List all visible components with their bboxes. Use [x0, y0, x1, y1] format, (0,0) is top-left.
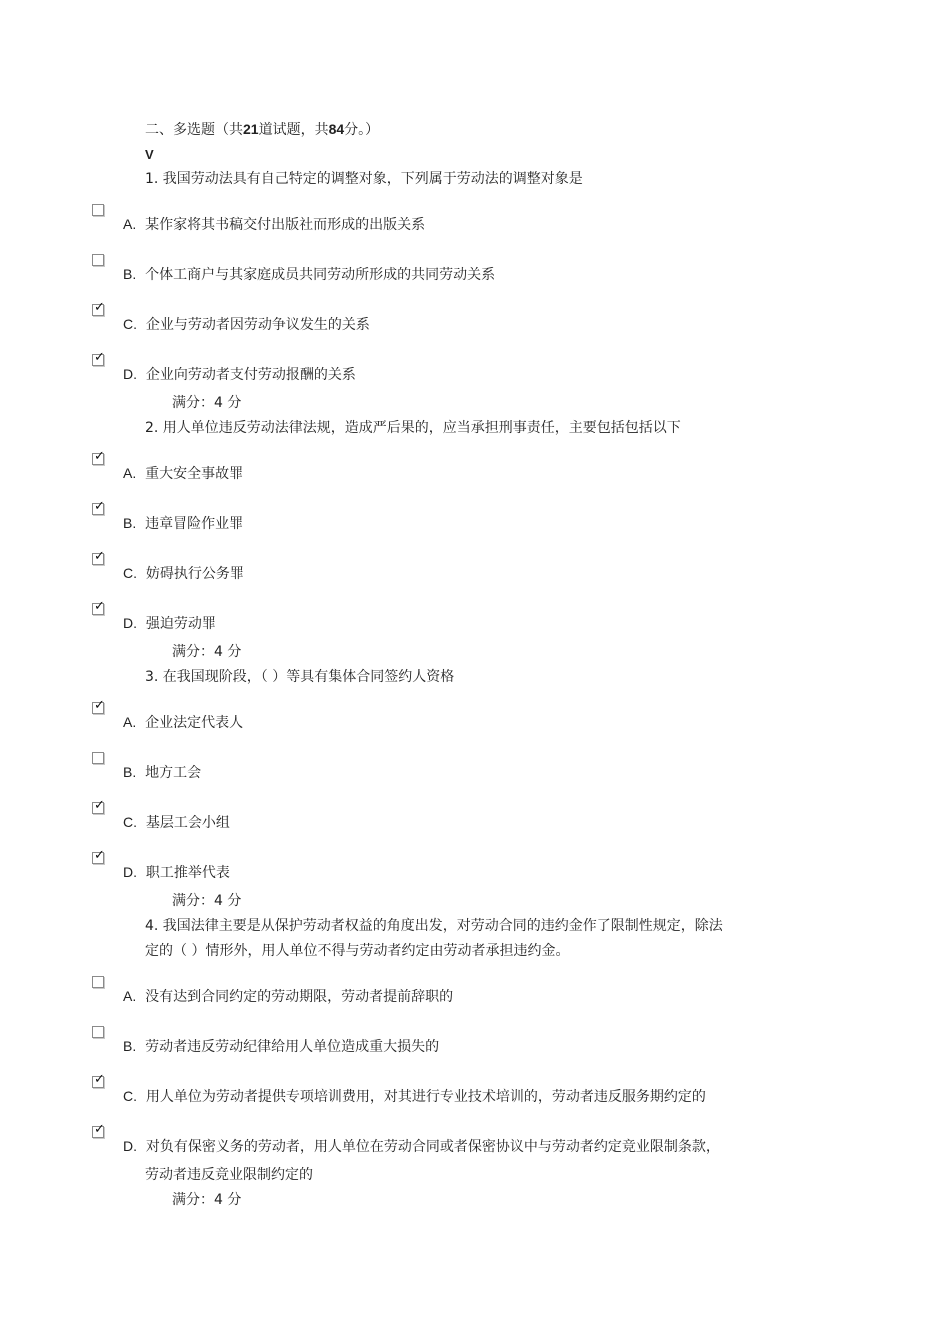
option-row[interactable] [123, 713, 243, 732]
option-text: 劳动者违反劳动纪律给用人单位造成重大损失的 [145, 1039, 440, 1055]
option-checkbox[interactable] [92, 1072, 105, 1088]
section-title-middle: 道试题，共 [258, 122, 329, 138]
option-checkbox[interactable] [92, 350, 105, 366]
score-label: 满分：4 分 [172, 644, 242, 660]
option-letter: A. [123, 216, 137, 232]
option-checkbox[interactable] [92, 698, 105, 714]
option-text: 强迫劳动罪 [145, 616, 216, 632]
option-checkbox[interactable] [92, 449, 105, 465]
option-checkbox[interactable] [92, 752, 104, 764]
score-label: 满分：4 分 [172, 893, 242, 909]
option-letter: C. [123, 1088, 137, 1104]
option-text: 企业法定代表人 [145, 715, 244, 731]
option-text: 违章冒险作业罪 [145, 516, 244, 532]
option-row[interactable] [123, 365, 356, 384]
option-row[interactable] [123, 614, 216, 633]
option-letter: B. [123, 1038, 137, 1054]
option-text: 企业与劳动者因劳动争议发生的关系 [145, 317, 370, 333]
option-row[interactable] [123, 763, 201, 782]
option-letter: D. [123, 864, 137, 880]
option-row[interactable] [123, 464, 243, 483]
check-icon: ✓ [94, 350, 105, 365]
option-checkbox[interactable] [92, 499, 105, 515]
option-text: 地方工会 [145, 765, 202, 781]
option-row[interactable] [123, 1087, 706, 1106]
question-stem: 3. 在我国现阶段，（ ）等具有集体合同签约人资格 [145, 669, 455, 685]
check-icon: ✓ [94, 549, 105, 564]
option-letter: C. [123, 565, 137, 581]
option-row[interactable] [123, 315, 370, 334]
option-letter: D. [123, 615, 137, 631]
check-icon: ✓ [94, 698, 105, 713]
option-letter: A. [123, 988, 137, 1004]
option-row[interactable] [123, 863, 230, 882]
option-row[interactable] [123, 564, 244, 583]
section-title-suffix: 分。） [344, 122, 380, 138]
check-icon: ✓ [94, 1122, 105, 1137]
option-letter: B. [123, 515, 137, 531]
option-row[interactable] [123, 1037, 439, 1056]
option-letter: A. [123, 465, 137, 481]
option-text: 用人单位为劳动者提供专项培训费用，对其进行专业技术培训的，劳动者违反服务期约定的 [145, 1089, 706, 1105]
option-text: 重大安全事故罪 [145, 466, 244, 482]
option-row[interactable] [123, 987, 453, 1006]
option-text: 没有达到合同约定的劳动期限，劳动者提前辞职的 [145, 989, 454, 1005]
option-row[interactable] [123, 813, 230, 832]
option-letter: C. [123, 316, 137, 332]
score-label: 满分：4 分 [172, 395, 242, 411]
section-title [145, 120, 379, 139]
option-text-continued: 劳动者违反竞业限制约定的 [145, 1167, 313, 1183]
check-icon: ✓ [94, 300, 105, 315]
option-checkbox[interactable] [92, 798, 105, 814]
option-checkbox[interactable] [92, 848, 105, 864]
option-text: 基层工会小组 [145, 815, 230, 831]
score-label: 满分：4 分 [172, 1192, 242, 1208]
question-stem: 2. 用人单位违反劳动法律法规，造成严后果的，应当承担刑事责任，主要包括包括以下 [145, 420, 681, 436]
option-text: 职工推举代表 [145, 865, 230, 881]
check-icon: ✓ [94, 599, 105, 614]
question-stem: 1. 我国劳动法具有自己特定的调整对象，下列属于劳动法的调整对象是 [145, 171, 583, 187]
option-checkbox[interactable] [92, 254, 104, 266]
option-checkbox[interactable] [92, 1122, 105, 1138]
option-checkbox[interactable] [92, 599, 105, 615]
question-count: 21 [243, 121, 259, 137]
question-stem: 4. 我国法律主要是从保护劳动者权益的角度出发，对劳动合同的违约金作了限制性规定，除法 [145, 918, 723, 934]
section-mark: V [145, 147, 154, 162]
check-icon: ✓ [94, 798, 105, 813]
option-letter: A. [123, 714, 137, 730]
option-text: 某作家将其书稿交付出版社而形成的出版关系 [145, 217, 426, 233]
check-icon: ✓ [94, 848, 105, 863]
option-row[interactable] [123, 514, 243, 533]
option-checkbox[interactable] [92, 204, 104, 216]
option-letter: D. [123, 366, 137, 382]
option-letter: B. [123, 266, 137, 282]
option-letter: D. [123, 1138, 137, 1154]
option-row[interactable] [123, 265, 495, 284]
option-text: 个体工商户与其家庭成员共同劳动所形成的共同劳动关系 [145, 267, 496, 283]
option-checkbox[interactable] [92, 300, 105, 316]
option-row[interactable] [123, 215, 425, 234]
question-stem-continued: 定的（ ）情形外，用人单位不得与劳动者约定由劳动者承担违约金。 [145, 943, 570, 959]
option-checkbox[interactable] [92, 549, 105, 565]
option-text: 妨碍执行公务罪 [145, 566, 244, 582]
total-score: 84 [328, 121, 345, 137]
check-icon: ✓ [94, 1072, 105, 1087]
option-checkbox[interactable] [92, 1026, 104, 1038]
option-letter: C. [123, 814, 137, 830]
option-text: 企业向劳动者支付劳动报酬的关系 [145, 367, 356, 383]
check-icon: ✓ [94, 449, 105, 464]
option-letter: B. [123, 764, 137, 780]
check-icon: ✓ [94, 499, 105, 514]
section-title-prefix: 二、多选题（共 [145, 122, 243, 138]
option-checkbox[interactable] [92, 976, 104, 988]
option-text: 对负有保密义务的劳动者，用人单位在劳动合同或者保密协议中与劳动者约定竞业限制条款， [145, 1139, 720, 1155]
option-row[interactable] [123, 1137, 720, 1156]
